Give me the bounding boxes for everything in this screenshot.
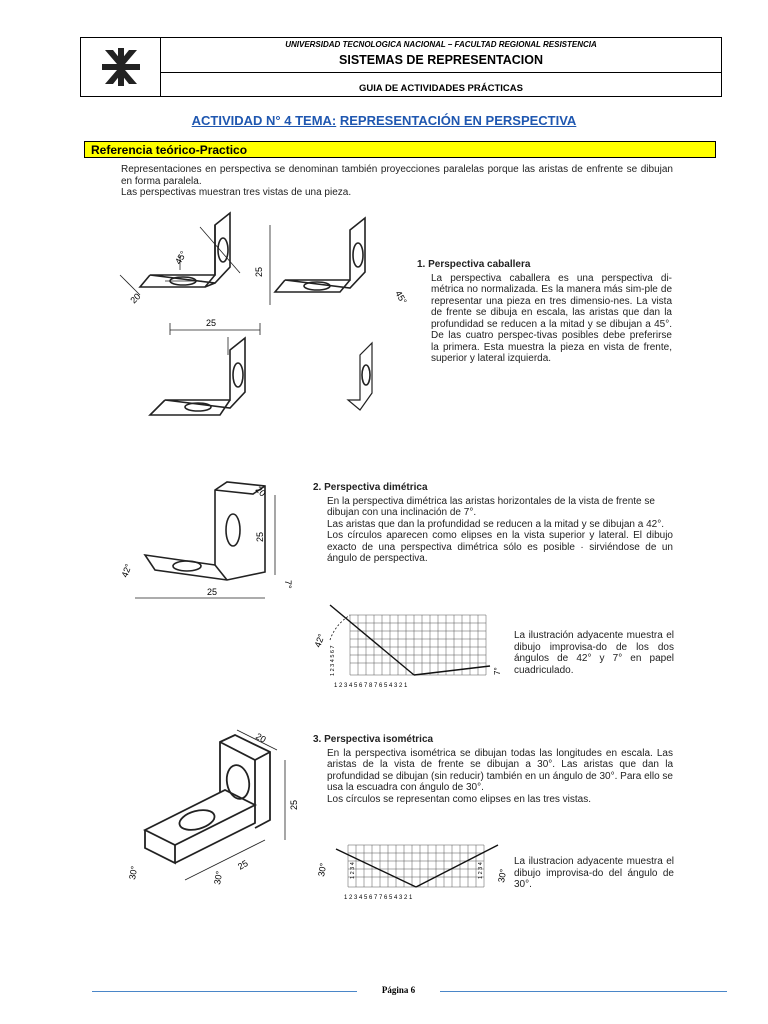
section-isometrica (313, 734, 673, 805)
intro-text (121, 164, 673, 199)
section-2-note: La ilustración adyacente muestra el dibujo improvisa-do de los dos ángulos de 42° y 7° en papel cuadriculado. (514, 630, 674, 676)
reference-heading: Referencia teórico-Practico (84, 141, 716, 158)
section-1-body: La perspectiva caballera es una perspectiva di-métrica no normalizada. Es la manera más sim-ple de representar una pieza en tres dimensio-nes. La vista de frente se dibuja en escala, las aristas que dan la profundidad se reducen a la mitad y se dibujan a 45°. De las cuatro perspec-tivas posibles debe preferirse la primera. Esta muestra la pieza en vista de frente, superior y lateral izquierda. (431, 272, 672, 364)
footer-line-right (440, 991, 727, 992)
dimetrica-grid-diagram (310, 600, 510, 695)
section-3-body: En la perspectiva isométrica se dibujan todas las longitudes en escala. Las aristas de la vista de frente se dibujan a 30°. Las aristas que dan la profundidad se dibujan (sin reducir) también en un ángulo de 30°. Para ello se usa la escuadra con ángulo de 30°. (327, 747, 673, 793)
iso-grid-angle-left: 30° (316, 862, 329, 878)
guide-title: GUIA DE ACTIVIDADES PRÁCTICAS (359, 83, 523, 94)
iso-grid-scale-bottom: 1 2 3 4 5 6 7 7 6 5 4 3 2 1 (344, 895, 413, 901)
header-text (161, 38, 721, 96)
footer-line-left (92, 991, 357, 992)
section-dimetrica (313, 482, 673, 565)
caballera-dim-height: 25 (254, 266, 264, 277)
isometrica-angle-right: 30° (212, 870, 225, 886)
dimetrica-note (514, 630, 674, 676)
section-2-body-3: Los círculos aparecen como elipses en la vista superior y lateral. El dibujo exacto de una perspectiva dimétrica sólo es posible · sirviéndose de un ángulo de perspectiva. (327, 530, 673, 564)
utn-logo-icon (99, 46, 143, 88)
section-2-body-2: Las aristas que dan la profundidad se reducen a la mitad y se dibujan a 42°. (327, 518, 664, 530)
isometrica-note (514, 856, 674, 891)
university-name: UNIVERSIDAD TECNOLOGICA NACIONAL – FACULTAD REGIONAL RESISTENCIA (285, 40, 597, 49)
dimetrica-dim-height: 25 (255, 531, 265, 542)
dimetrica-figure (115, 480, 305, 610)
isometrica-grid-diagram (312, 835, 512, 905)
dimetrica-angle-42: 42° (119, 562, 134, 579)
page-number: Página 6 (381, 985, 416, 995)
iso-grid-scale-side-left: 1 2 3 4 (350, 862, 356, 879)
grid-scale-side: 1 2 3 4 5 6 7 (330, 645, 336, 676)
intro-line-1: Representaciones en perspectiva se denominan también proyecciones paralelas porque las aristas de enfrente se dibujan en forma paralela. (121, 164, 673, 187)
grid-scale-bottom: 1 2 3 4 5 6 7 8 7 6 5 4 3 2 1 (334, 683, 408, 689)
isometrica-figure (125, 730, 305, 900)
isometrica-angle-left: 30° (127, 865, 140, 881)
isometrica-dim-depth: 20 (254, 731, 268, 745)
section-2-body: En la perspectiva dimétrica las aristas horizontales de la vista de frente se dibujan con una inclinación de 7°. (327, 495, 655, 518)
section-2-heading: 2. Perspectiva dimétrica (313, 482, 428, 493)
caballera-dim-depth: 20 (128, 291, 143, 306)
iso-grid-scale-side-right: 1 2 3 4 (478, 862, 484, 879)
isometrica-dim-height: 25 (289, 799, 299, 810)
section-1-heading: 1. Perspectiva caballera (417, 259, 531, 270)
subject-title: SISTEMAS DE REPRESENTACION (339, 53, 543, 67)
dimetrica-angle-7: 7° (283, 580, 293, 589)
document-header (80, 37, 722, 97)
activity-topic: REPRESENTACIÓN EN PERSPECTIVA (339, 113, 577, 128)
activity-prefix: ACTIVIDAD N° 4 TEMA: (191, 113, 337, 128)
intro-line-2: Las perspectivas muestran tres vistas de una pieza. (121, 187, 352, 198)
grid-angle-7: 7° (493, 667, 502, 675)
caballera-dim-width: 25 (206, 318, 217, 328)
logo-cell (81, 38, 161, 96)
section-caballera (417, 259, 672, 365)
section-3-heading: 3. Perspectiva isométrica (313, 734, 434, 745)
header-divider (161, 72, 721, 73)
section-3-body-2: Los círculos se representan como elipses en las tres vistas. (327, 793, 592, 805)
isometrica-dim-width: 25 (236, 858, 250, 872)
section-3-note: La ilustracion adyacente muestra el dibujo improvisa-do del ángulo de 30°. (514, 856, 674, 890)
dimetrica-dim-depth: 20 (253, 484, 268, 499)
dimetrica-dim-width: 25 (207, 587, 218, 597)
iso-grid-angle-right: 30° (496, 868, 509, 884)
caballera-angle-right: 45° (393, 289, 409, 306)
caballera-figures (110, 205, 410, 440)
caballera-angle: 45° (173, 249, 189, 266)
activity-title (0, 113, 768, 128)
grid-angle-42: 42° (312, 632, 327, 649)
